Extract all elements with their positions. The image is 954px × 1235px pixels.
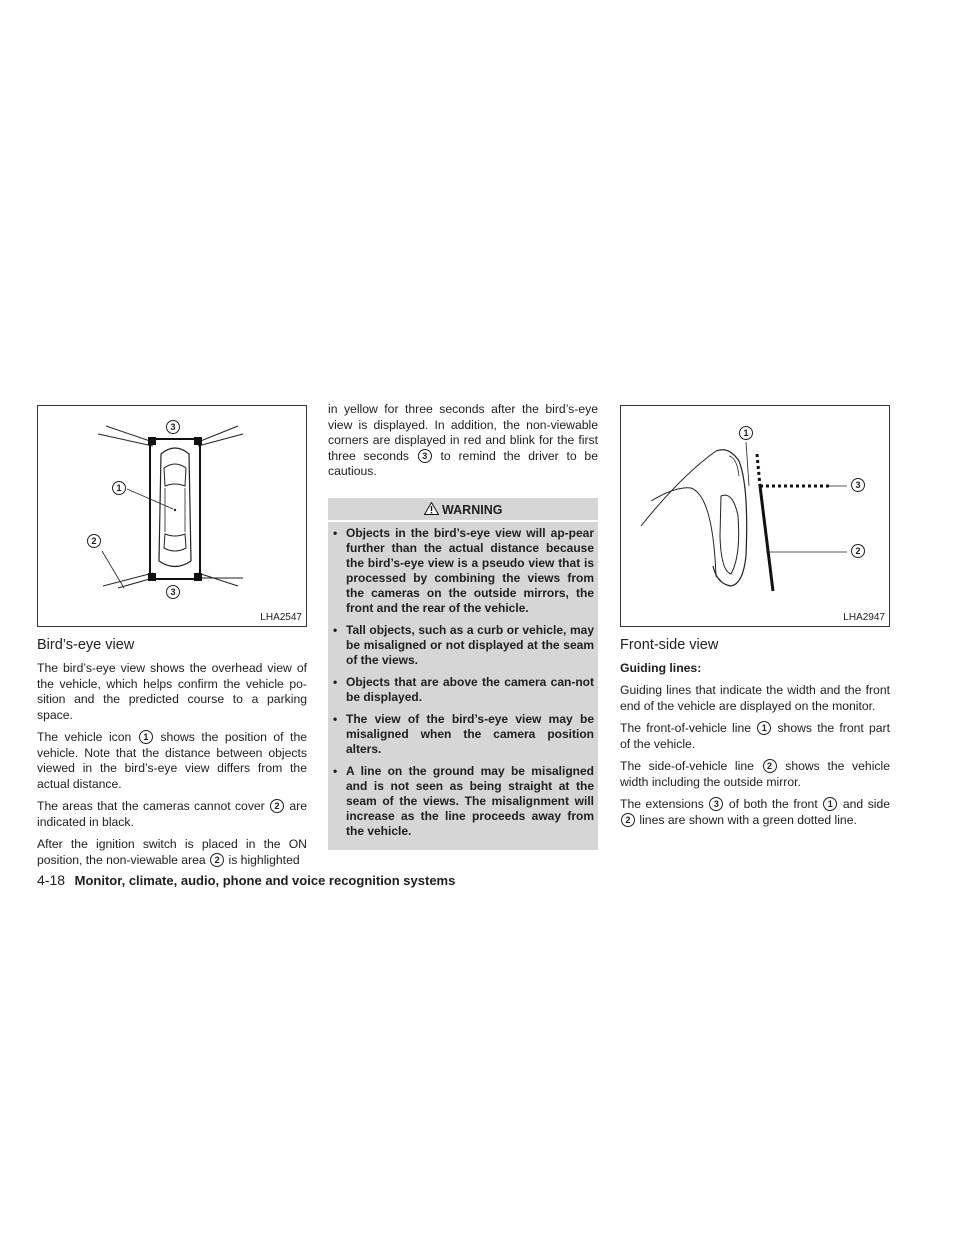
text: are indicated in black. (37, 799, 307, 829)
text: lines are shown with a green dotted line. (639, 812, 857, 827)
callout-ref: 2 (270, 799, 284, 813)
callout-3-bottom: 3 (166, 585, 180, 599)
callout-3: 3 (851, 478, 865, 492)
paragraph (37, 730, 307, 792)
warning-icon (424, 502, 439, 515)
paragraph: The bird’s-eye view shows the overhead view of the vehicle, which helps confirm the vehicle po-sition and the predicted course to a parking space. (37, 661, 307, 722)
callout-1: 1 (739, 426, 753, 440)
paragraph: Guiding lines that indicate the width and the front end of the vehicle are displayed on the monitor. (620, 683, 890, 713)
page-number: 4-18 (37, 872, 66, 888)
text: The areas that the cameras cannot cover (37, 799, 265, 813)
callout-1: 1 (112, 481, 126, 495)
text: shows the front part of the vehicle. (620, 721, 890, 751)
callout-2: 2 (851, 544, 865, 558)
text: is highlighted (228, 852, 300, 867)
callout-ref: 2 (210, 853, 224, 867)
text: and side (842, 797, 891, 811)
text: The front-of-vehicle line (620, 721, 752, 735)
figure-id: LHA2947 (843, 612, 885, 623)
callout-ref: 2 (763, 759, 777, 773)
warning-list (332, 526, 594, 839)
warning-item: • Objects that are above the camera can-not be displayed. (332, 675, 594, 705)
paragraph (620, 797, 890, 828)
warning-item: • Tall objects, such as a curb or vehicle, may be misaligned or not displayed at the seam of the views. (332, 623, 594, 668)
text: to remind the driver to be cautious. (328, 448, 598, 478)
paragraph (328, 402, 598, 480)
right-column (620, 405, 890, 835)
subheading-guiding-lines: Guiding lines: (620, 661, 702, 675)
text: The vehicle icon (37, 730, 132, 744)
callout-ref: 1 (139, 730, 153, 744)
section-heading-birds-eye: Bird’s-eye view (37, 637, 135, 653)
callout-ref: 3 (418, 449, 432, 463)
text: of both the front (728, 797, 818, 811)
chapter-title: Monitor, climate, audio, phone and voice recognition systems (74, 873, 456, 888)
warning-item: • Objects in the bird’s-eye view will ap-pear further than the actual distance because the bird’s-eye view is a pseudo view that is processed by combining the views from the cameras on the outside mirrors, the front and the rear of the vehicle. (332, 526, 594, 616)
callout-ref: 2 (621, 813, 635, 827)
paragraph (37, 837, 307, 868)
warning-title: WARNING (442, 502, 503, 517)
page-footer (37, 872, 455, 888)
front-side-illustration (621, 406, 889, 626)
text: The side-of-vehicle line (620, 759, 754, 773)
birds-eye-figure (37, 405, 307, 627)
figure-id: LHA2547 (260, 612, 302, 623)
callout-ref: 1 (757, 721, 771, 735)
paragraph (620, 759, 890, 790)
text: After the ignition switch is placed in the ON position, the non-viewable area (37, 837, 307, 867)
paragraph (37, 799, 307, 830)
text: shows the position of the vehicle. Note that the distance between objects viewed in the bird’s-eye view differs from the actual distance. (37, 730, 307, 791)
text: The extensions (620, 797, 704, 811)
warning-header (328, 498, 598, 522)
warning-box (328, 498, 598, 850)
warning-item: • The view of the bird’s-eye view may be misaligned when the camera position alters. (332, 712, 594, 757)
text: in yellow for three seconds after the bird’s-eye view is displayed. In addition, the non-viewable corners are displayed in red and blink for the first three seconds (328, 402, 598, 463)
warning-item: • A line on the ground may be misaligned and is not seen as being straight at the seam of the views. The misalignment will increase as the line proceeds away from the vehicle. (332, 764, 594, 839)
text: shows the vehicle width including the outside mirror. (620, 759, 890, 789)
left-column (37, 405, 307, 875)
callout-2: 2 (87, 534, 101, 548)
front-side-figure (620, 405, 890, 627)
paragraph (620, 721, 890, 752)
callout-ref: 3 (709, 797, 723, 811)
middle-column (328, 402, 598, 850)
callout-3-top: 3 (166, 420, 180, 434)
callout-ref: 1 (823, 797, 837, 811)
section-heading-front-side: Front-side view (620, 637, 719, 653)
